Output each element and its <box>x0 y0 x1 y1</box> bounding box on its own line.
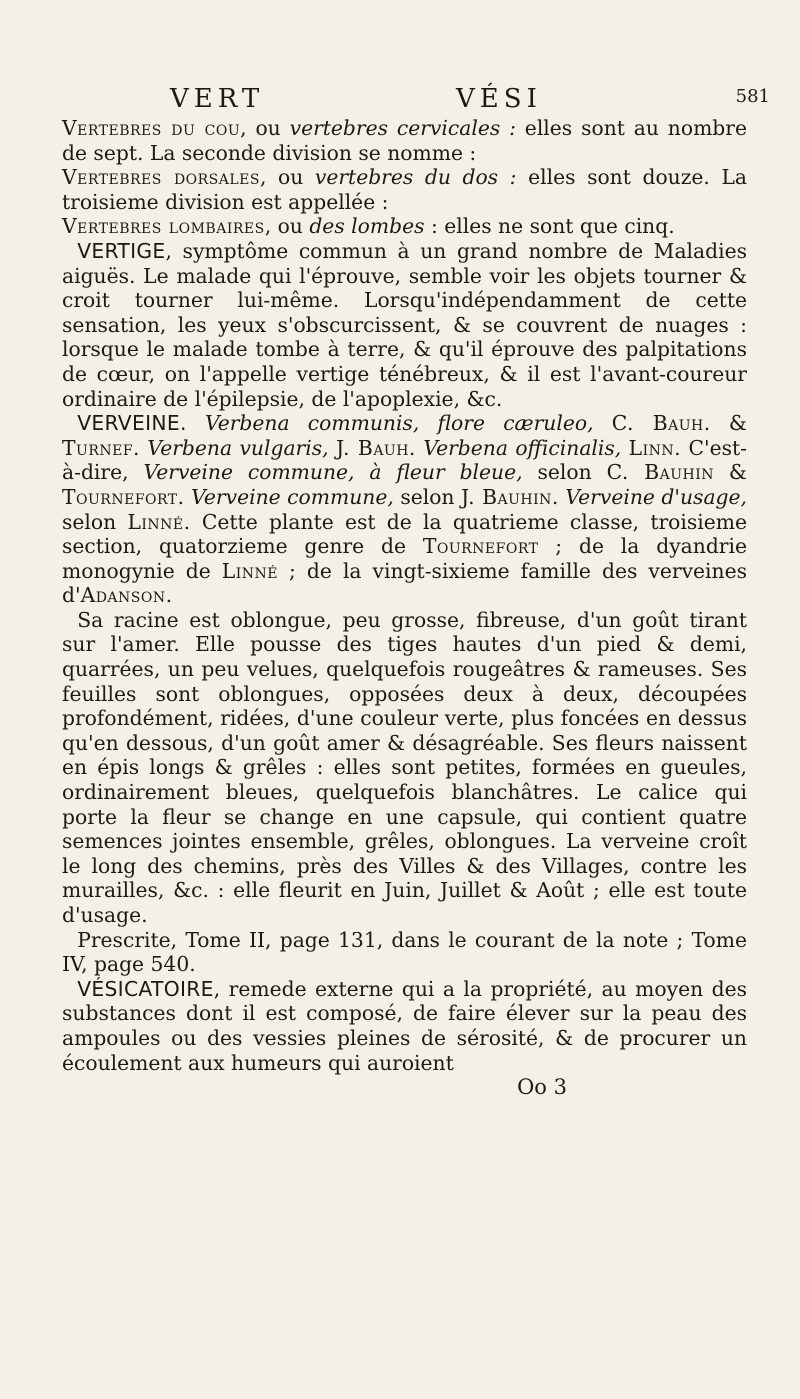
entry-vesicatoire <box>62 977 747 1075</box>
entry-text: C'est-à-dire, <box>62 435 748 485</box>
author-citation: Tournefort <box>422 534 539 559</box>
author-citation: Adanson. <box>80 583 173 608</box>
author-citation: C. Bauhin <box>606 460 715 485</box>
entry-headword: VÉSICATOIRE <box>77 976 214 1001</box>
author-citation: Tournefort. <box>62 484 185 509</box>
entry-term: Vertebres du cou <box>62 116 241 140</box>
catchword: Oo 3 <box>517 1075 567 1100</box>
header-middle-word: VÉSI <box>456 84 542 114</box>
latin-name: Verbena vulgaris, <box>147 435 329 460</box>
latin-name: Verbena officinalis, <box>423 435 622 460</box>
entry-text: & <box>714 460 747 485</box>
entry-alt-term: vertebres du dos : <box>314 165 517 190</box>
author-citation: Linné <box>221 558 278 583</box>
entry-term: Vertebres dorsales <box>62 165 260 190</box>
verveine-references: Prescrite, Tome II, page 131, dans le courant de la note ; Tome IV, page 540. <box>62 927 747 977</box>
entry-text: : elles ne sont que cinq. <box>424 214 675 239</box>
entry-separator: , ou <box>260 165 315 190</box>
entry-verveine <box>62 411 747 608</box>
entry-text: & <box>710 411 747 436</box>
entry-vertige <box>62 239 747 411</box>
french-name: Verveine commune, à fleur bleue, <box>143 460 523 485</box>
entry-text: Cette plante est de la quatrieme classe, troisieme section, quatorzieme genre de <box>62 509 747 559</box>
author-citation: J. Bauhin. <box>461 484 559 509</box>
body-text <box>62 116 747 1100</box>
verveine-description: Sa racine est oblongue, peu grosse, fibreuse, d'un goût tirant sur l'amer. Elle pousse des tiges hautes d'un pied & demi, quarrées, un peu velues, quelquefois rougeâtres & rameuses. Ses feuilles sont oblongues, opposées deux à deux, découpées profondément, ridées, d'une couleur verte, plus foncées en dessus qu'en dessous, d'un goût amer & désagréable. Ses fleurs naissent en épis longs & grêles : elles sont petites, formées en gueules, ordinairement bleues, quelquefois blanchâtres. Le calice qui porte la fleur se change en une capsule, qui contient quatre semences jointes ensemble, grêles, oblongues. La verveine croît le long des chemins, près des Villes & des Villages, contre les murailles, &c. : elle fleurit en Juin, Juillet & Août ; elle est toute d'usage. <box>62 607 747 927</box>
entry-vertebres-lombaires <box>62 214 747 239</box>
entry-text: elles sont douze. La troisieme division est appellée : <box>62 165 748 214</box>
french-name: Verveine d'usage, <box>565 484 747 509</box>
entry-text: , symptôme commun à un grand nombre de Maladies aiguës. Le malade qui l'éprouve, semble voir les objets tourner & croit tourner lui-même. Lorsqu'indépendamment de cette sensation, les yeux s'obscurcissent, & se couvrent de nuages : lorsque le malade tombe à terre, & qu'il éprouve des palpitations de cœur, on l'appelle vertige ténébreux, & il est l'avant-coureur ordinaire de l'épilepsie, de l'apoplexie, &c. <box>62 238 747 411</box>
running-header <box>170 84 770 112</box>
entry-alt-term: vertebres cervicales : <box>289 116 516 140</box>
page-number: 581 <box>735 86 770 107</box>
author-citation: Linné. <box>127 509 191 534</box>
entry-alt-term: des lombes <box>309 214 425 239</box>
entry-text: selon <box>62 509 128 534</box>
entry-text: elles sont au nombre de sept. La seconde division se nomme : <box>62 116 747 165</box>
entry-text: selon <box>522 460 607 485</box>
entry-text: selon <box>393 484 462 509</box>
entry-term: Vertebres lombaires <box>62 214 265 239</box>
author-citation: Turnef. <box>62 435 140 460</box>
entry-separator: , ou <box>264 214 310 239</box>
entry-text: ; de la vingt-sixieme famille des verveines d' <box>62 558 747 608</box>
author-citation: J. Bauh. <box>336 435 416 460</box>
entry-vertebres-cervicales <box>62 116 747 165</box>
header-left-word: VERT <box>170 84 265 114</box>
entry-headword: VERTIGE <box>77 238 166 263</box>
entry-vertebres-dorsales <box>62 165 747 214</box>
author-citation: C. Bauh. <box>611 411 711 436</box>
entry-text: ; de la dyandrie monogynie de <box>62 534 747 583</box>
entry-separator: , ou <box>240 116 290 140</box>
french-name: Verveine commune, <box>191 484 394 509</box>
entry-text: , remede externe qui a la propriété, au moyen des substances dont il est composé, de faire élever sur la peau des ampoules ou des vessies pleines de sérosité, & de procurer un écoulement aux humeurs qui auroient <box>62 976 747 1075</box>
author-citation: Linn. <box>628 435 682 460</box>
latin-name: Verbena communis, flore cæruleo, <box>204 411 594 436</box>
entry-headword: VERVEINE. <box>77 411 187 436</box>
